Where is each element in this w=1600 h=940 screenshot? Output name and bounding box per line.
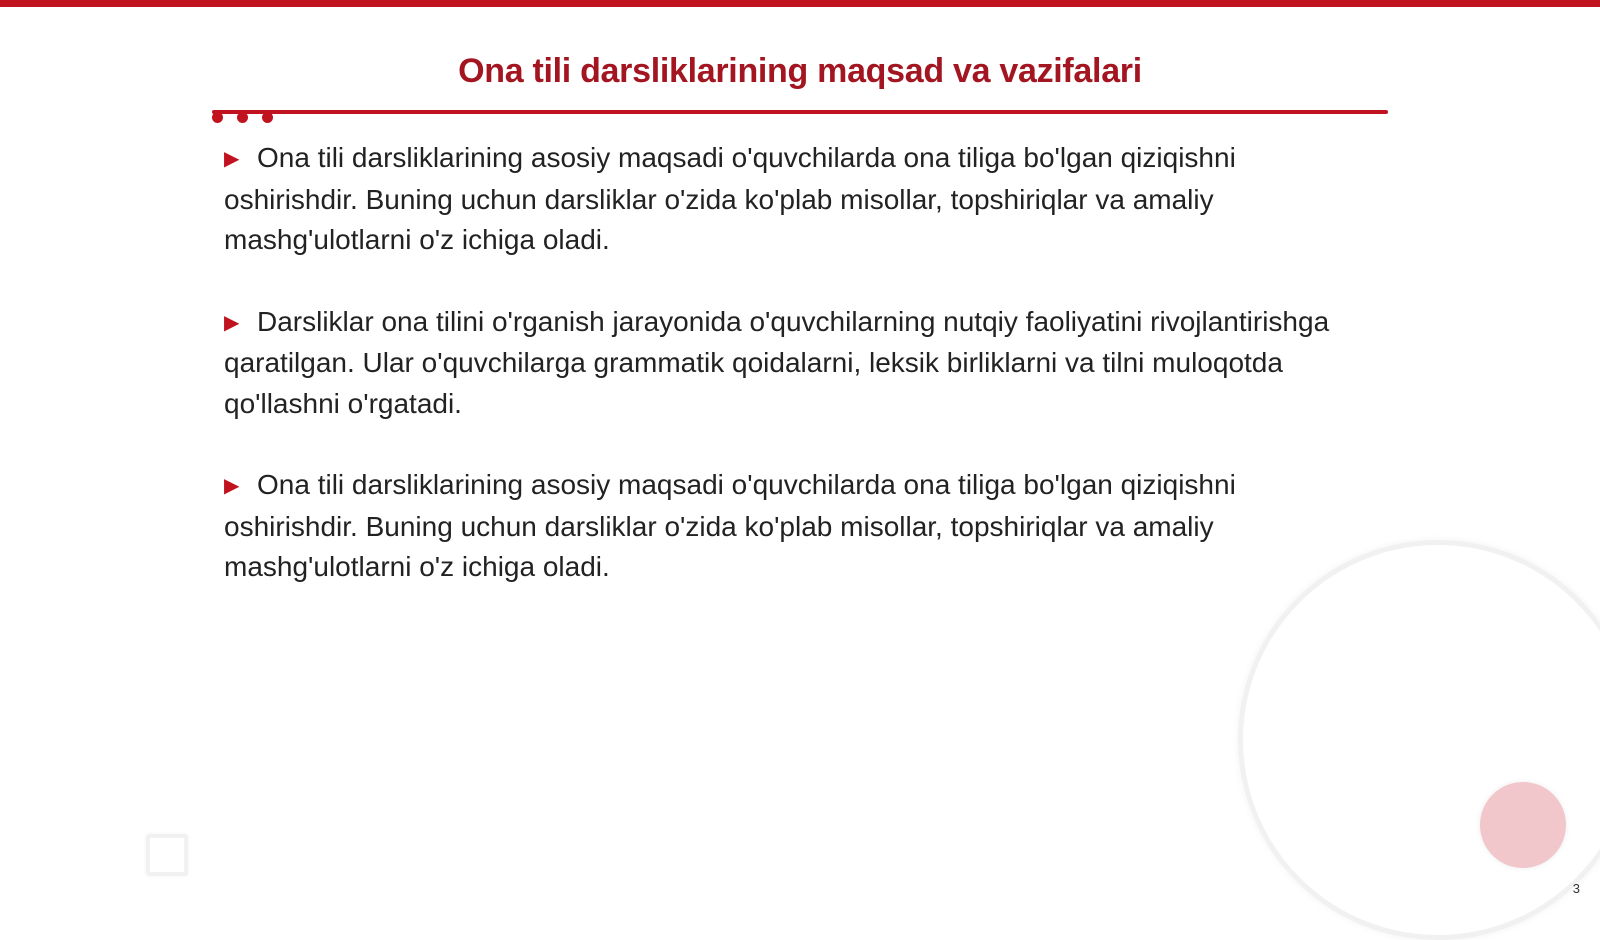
triangle-bullet-icon: ▶	[224, 148, 240, 170]
bullet-list	[224, 138, 1364, 629]
bullet-text: Ona tili darsliklarining asosiy maqsadi o'quvchilarda ona tiliga bo'lgan qiziqishni oshirishdir. Buning uchun darsliklar o'zida ko'plab misollar, topshiriqlar va amaliy mashg'ulotlarni o'z ichiga oladi.	[224, 469, 1236, 582]
decoration-dot	[212, 112, 223, 123]
decoration-dot	[237, 112, 248, 123]
bullet-item	[224, 138, 1364, 261]
bullet-text: Darsliklar ona tilini o'rganish jarayonida o'quvchilarning nutqiy faoliyatini rivojlantirishga qaratilgan. Ular o'quvchilarga grammatik qoidalarni, leksik birliklarni va tilni muloqotda qo'llashni o'rgatadi.	[224, 305, 1330, 419]
bullet-text: Ona tili darsliklarining asosiy maqsadi o'quvchilarda ona tiliga bo'lgan qiziqishni oshirishdir. Buning uchun darsliklar o'zida ko'plab misollar, topshiriqlar va amaliy mashg'ulotlarni o'z ichiga oladi.	[224, 142, 1236, 255]
decoration-dot	[262, 112, 273, 123]
page-number: 3	[1572, 881, 1580, 896]
pink-circle-decoration	[1480, 782, 1566, 868]
bullet-item	[224, 302, 1364, 425]
triangle-bullet-icon: ▶	[224, 475, 240, 497]
top-accent-bar	[0, 0, 1600, 7]
triangle-bullet-icon: ▶	[224, 311, 240, 334]
square-outline-decoration	[146, 834, 188, 876]
title-underline	[212, 110, 1388, 114]
bullet-item	[224, 465, 1364, 588]
title-dots-decoration	[212, 112, 292, 126]
slide-title: Ona tili darsliklarining maqsad va vazifalari	[458, 52, 1142, 90]
